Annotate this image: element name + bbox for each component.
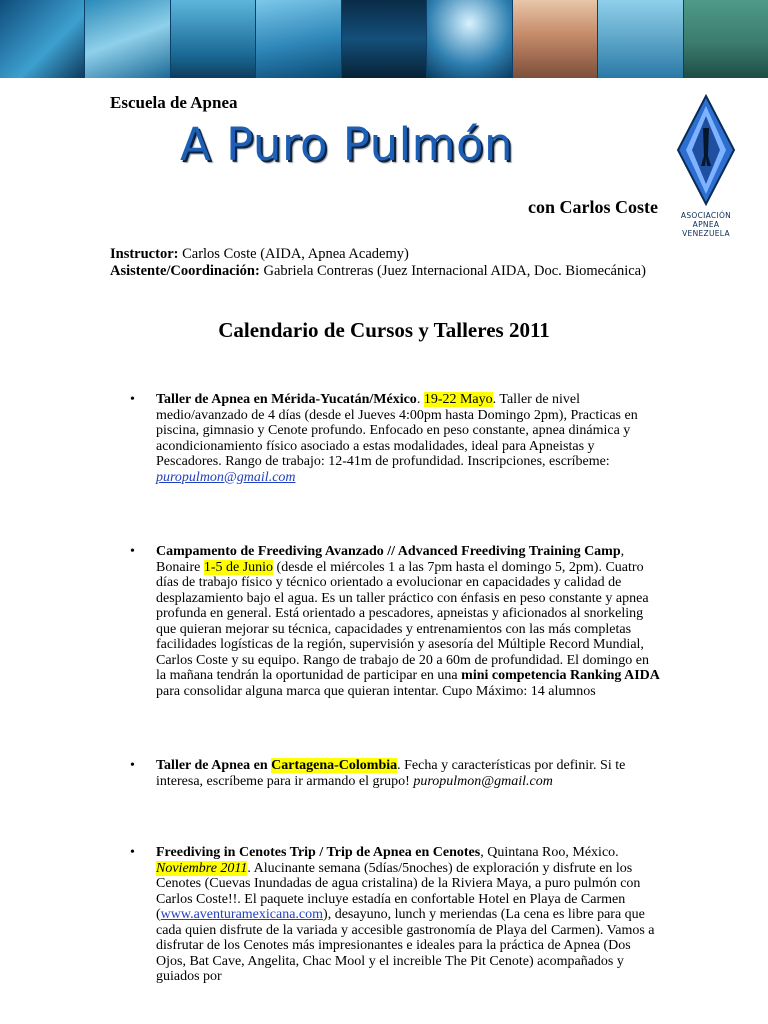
banner-photo-turtle [684,0,768,78]
event-body: . Taller de nivel medio/avanzado de 4 días (desde el Jueves 4:00pm hasta Domingo 2pm), Practicas en piscina, gimnasio y Cenote profundo. Enfocado en peso constante, apnea dinámica y acondicionamiento físico asociado a estas modalidades, ideal para Apneistas y Pescadores. Rango de trabajo: 12-41m de profundidad. Inscripciones, escríbeme: [156,392,638,469]
banner-photo-pool [598,0,683,78]
event-body: (desde el miércoles 1 a las 7pm hasta el domingo 5, 2pm). Cuatro días de trabajo físico y técnico orientado a evolucionar en capacidades y calidad de desplazamiento bajo el agua. Es un taller práctico con énfasis en peso constante y apnea profunda en general. Está orientado a pescadores, apneistas y aficionados al snorkeling que quieran mejorar su técnica, capacidades y entrenamientos con las más completas facilidades logísticas de la región, supervisión y asesoría del Múltiple Record Mundial, Carlos Coste y su equipo. Rango de trabajo de 20 a 60m de profundidad. El domingo en la mañana tendrán la oportunidad de participar en una [156,559,650,683]
event-title: Freediving in Cenotes Trip / Trip de Apnea en Cenotes [156,845,481,860]
banner-photo-group [513,0,598,78]
school-title: Escuela de Apnea [110,93,238,112]
banner-photo-rays [256,0,341,78]
bullet-icon: • [130,758,135,773]
instructor-label: Instructor: [110,246,179,262]
event-pre: , Quintana Roo, México. [480,845,619,860]
event-tail: ), desayuno, lunch y meriendas (La cena es libre para que cada quien disfrute de la variada y accesible gastronomía de Playa del Carmen). Vamos a disfrutar de los Cenotes más impresionantes e ideales para la práctica de Apnea (Dos Ojos, Bat Cave, Angelita, Chac Mool y el increible The Pit Cenote) acompañados y guiados por [156,907,655,984]
event-item-cenotes [110,845,660,985]
event-place-highlight: Cartagena-Colombia [271,758,398,773]
event-bold-tail: mini competencia Ranking AIDA [461,668,660,683]
event-item-merida [110,392,660,485]
event-body: . Fecha y características por definir. Si te interesa, escríbeme para ir armando el grupo! [156,758,626,789]
event-date-highlight: 19-22 Mayo [423,392,493,407]
event-item-cartagena [110,758,660,789]
event-date-highlight: 1-5 de Junio [203,559,274,575]
event-item-bonaire [110,544,660,699]
event-email: puropulmon@gmail.com [413,773,553,789]
email-link[interactable]: puropulmon@gmail.com [156,469,296,485]
banner-photo-scooter [171,0,256,78]
staff-info [110,246,658,280]
association-logo [676,94,736,238]
event-sep: . [416,392,424,407]
instructor-value: Carlos Coste (AIDA, Apnea Academy) [178,246,409,262]
bullet-icon: • [130,845,135,860]
logo-line: ASOCIACIÓN [680,211,732,220]
logo-caption [676,211,736,238]
event-title: Campamento de Freediving Avanzado // Advanced Freediving Training Camp [156,544,621,559]
diamond-logo-icon [676,94,736,206]
banner-photo-light [427,0,512,78]
calendar-title: Calendario de Cursos y Talleres 2011 [218,318,550,342]
brand-title: A Puro Pulmón [180,118,514,171]
bullet-icon: • [130,392,135,407]
bullet-icon: • [130,544,135,559]
events-list [110,392,660,985]
assistant-value: Gabriela Contreras (Juez Internacional AIDA, Doc. Biomecánica) [259,263,646,279]
logo-line: APNEA [692,220,720,229]
banner-photo-underwater [85,0,170,78]
instructor-line [110,246,658,263]
event-pre: , Bonaire [156,544,625,575]
banner-photo-dark-water [342,0,427,78]
event-tail: para consolidar alguna marca que quieran intentar. Cupo Máximo: 14 alumnos [156,683,596,699]
website-link[interactable]: www.aventuramexicana.com [160,907,324,922]
assistant-line [110,263,658,280]
with-name: con Carlos Coste [528,197,658,217]
logo-line: VENEZUELA [682,229,730,238]
event-body: . Alucinante semana (5días/5noches) de exploración y disfrute en los Cenotes (Cuevas Inundadas de agua cristalina) de la Riviera Maya, a puro pulmón con Carlos Coste!!. El paquete incluye estadía en confortable Hotel en Playa de Carmen ( [156,860,641,922]
event-title: Taller de Apnea en Mérida-Yucatán/México [156,392,417,407]
banner-photo-freediver [0,0,85,78]
assistant-label: Asistente/Coordinación: [110,263,260,279]
event-title: Taller de Apnea en [156,758,272,773]
event-date-highlight: Noviembre 2011 [156,860,248,876]
photo-banner [0,0,768,78]
